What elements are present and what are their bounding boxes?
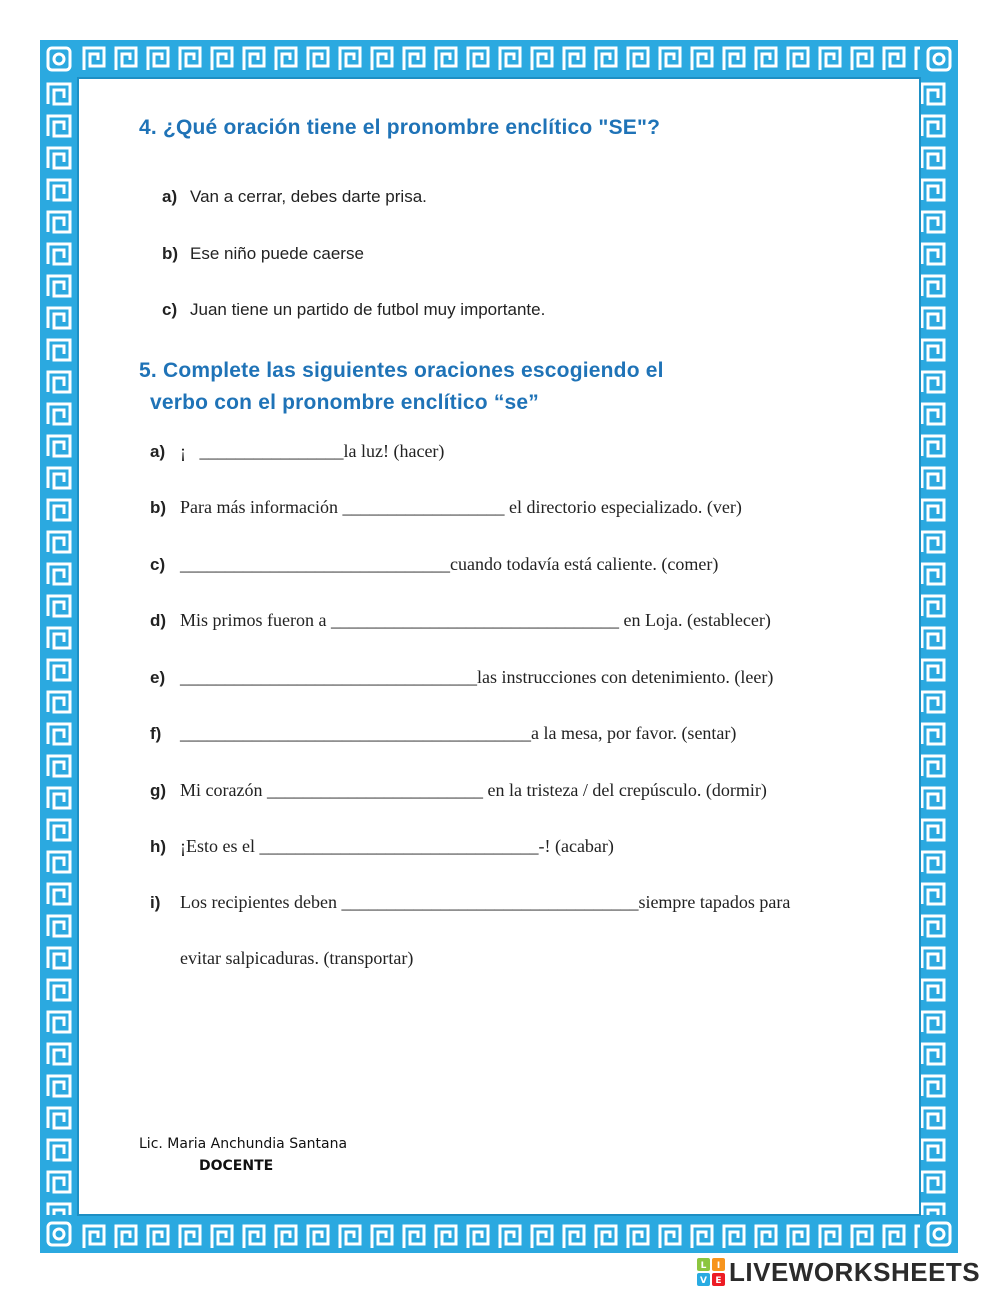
option-text: Van a cerrar, debes darte prisa. (190, 187, 427, 206)
question-5-item-a (150, 441, 444, 462)
option-text: Ese niño puede caerse (190, 244, 364, 263)
option-letter: b) (162, 244, 179, 263)
question-4-option-a[interactable] (162, 187, 427, 207)
svg-text:L: L (700, 1261, 707, 1271)
svg-text:I: I (716, 1261, 721, 1271)
option-letter: a) (162, 187, 178, 206)
question-5-item-e (150, 667, 773, 688)
item-letter: h) (150, 837, 167, 856)
question-5-item-c (150, 554, 718, 575)
option-letter: c) (162, 300, 178, 319)
item-letter: c) (150, 555, 166, 574)
question-5-item-i-continuation (180, 948, 413, 969)
teacher-name: Lic. Maria Anchundia Santana (139, 1136, 348, 1152)
question-5-item-i (150, 892, 790, 913)
item-sentence[interactable]: Mis primos fueron a ________________________________ en Loja. (establecer) (180, 610, 771, 630)
item-sentence[interactable]: Los recipientes deben _________________________________siempre tapados para (180, 892, 791, 912)
item-sentence[interactable]: ¡ ________________la luz! (hacer) (180, 441, 445, 461)
question-4-title: 4. ¿Qué oración tiene el pronombre enclítico "SE"? (139, 116, 661, 139)
question-4-option-c[interactable] (162, 300, 545, 320)
svg-text:E: E (715, 1276, 722, 1286)
option-text: Juan tiene un partido de futbol muy importante. (190, 300, 546, 319)
item-letter: i) (150, 893, 161, 912)
item-letter: e) (150, 668, 166, 687)
liveworksheets-logo-icon (697, 1258, 725, 1286)
item-sentence[interactable]: ______________________________cuando todavía está caliente. (comer) (180, 554, 719, 574)
question-4-option-b[interactable] (162, 244, 364, 264)
question-5-item-g (150, 780, 767, 801)
liveworksheets-wordmark: LIVEWORKSHEETS (729, 1256, 981, 1287)
liveworksheets-watermark (697, 1258, 980, 1286)
item-letter: a) (150, 442, 166, 461)
item-sentence[interactable]: _________________________________las instrucciones con detenimiento. (leer) (180, 667, 774, 687)
greek-key-border (40, 40, 958, 1253)
question-5-title-line-2: verbo con el pronombre enclítico “se” (150, 391, 539, 414)
item-letter: d) (150, 611, 167, 630)
item-letter: f) (150, 724, 162, 743)
item-sentence[interactable]: ¡Esto es el _______________________________-! (acabar) (180, 836, 614, 856)
question-5-item-d (150, 610, 771, 631)
question-5-item-h (150, 836, 614, 857)
item-sentence[interactable]: Mi corazón ________________________ en la tristeza / del crepúsculo. (dormir) (180, 780, 767, 800)
question-5-item-f (150, 723, 736, 744)
svg-text:V: V (700, 1276, 707, 1286)
item-letter: b) (150, 498, 167, 517)
question-5-title-line-1: 5. Complete las siguientes oraciones escogiendo el (139, 359, 664, 382)
item-sentence-continuation: evitar salpicaduras. (transportar) (180, 948, 414, 968)
item-letter: g) (150, 781, 167, 800)
item-sentence[interactable]: Para más información __________________ el directorio especializado. (ver) (180, 497, 742, 517)
item-sentence[interactable]: _______________________________________a la mesa, por favor. (sentar) (180, 723, 737, 743)
question-5-item-b (150, 497, 742, 518)
teacher-role: DOCENTE (199, 1158, 274, 1174)
